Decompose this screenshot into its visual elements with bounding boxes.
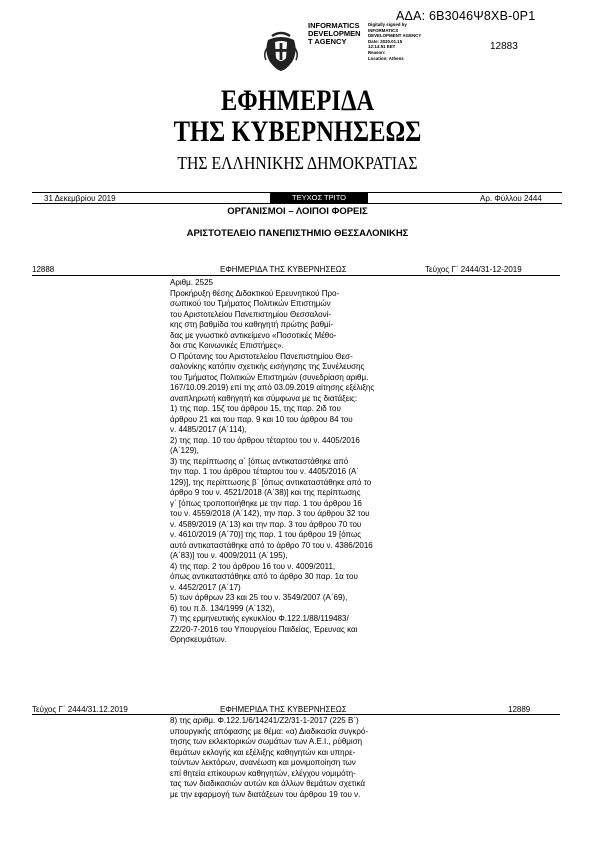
body-line: ν. 4589/2019 (Α΄13) και την παρ. 3 του άρθρου 70 του bbox=[170, 519, 362, 529]
body-line: 3) της περίπτωσης α΄ [όπως αντικαταστάθηκε από bbox=[170, 456, 349, 466]
body-line: τούντων λεκτόρων, ανανέωση και μονιμοποίηση των bbox=[170, 758, 356, 767]
body-line: Ζ2/20-7-2016 του Υπουργείου Παιδείας, Έρευνας και bbox=[170, 624, 358, 634]
signature-line: INFORMATICS bbox=[368, 27, 399, 33]
issue-bar-bottom-rule bbox=[32, 203, 562, 204]
body-line: 5) των άρθρων 23 και 25 του ν. 3549/2007 (Α΄69), bbox=[170, 593, 348, 602]
running-header-rule bbox=[32, 275, 560, 276]
issue-series: ΤΕΥΧΟΣ ΤΡΙΤΟ bbox=[270, 193, 368, 203]
body-line: σαλονίκης κατόπιν σχετικής εισήγησης της Συνέλευσης bbox=[170, 362, 365, 371]
body-line: 167/10.09.2019) επί της από 03.09.2019 αίτησης εξέλιξης bbox=[170, 383, 375, 392]
body-line: ν. 4485/2017 (Α΄114), bbox=[170, 425, 247, 434]
article-body bbox=[170, 278, 415, 646]
running-header-issue: Τεύχος Γ΄ 2444/31-12-2019 bbox=[425, 265, 522, 274]
body-line: (Α΄83)] του ν. 4009/2011 (Α΄195), bbox=[170, 551, 288, 560]
running-header-issue: Τεύχος Γ΄ 2444/31.12.2019 bbox=[32, 705, 128, 714]
issue-date: 31 Δεκεμβρίου 2019 bbox=[44, 194, 116, 203]
page-number-top: 12883 bbox=[490, 41, 518, 52]
body-line: 2) της παρ. 10 του άρθρου τέταρτου του ν. 4405/2016 bbox=[170, 435, 360, 445]
body-line: του Τμήματος Πολιτικών Επιστημών (συνεδρίαση αριθμ. bbox=[170, 372, 369, 382]
body-line: υπουργικής απόφασης με θέμα: «α) Διαδικασία συγκρό- bbox=[170, 726, 368, 736]
body-line: 6) του π.δ. 134/1999 (Α΄132), bbox=[170, 603, 275, 613]
body-line: Θρησκευμάτων. bbox=[170, 635, 227, 644]
article-title-line: δοι στις Κοινωνικές Επιστήμες». bbox=[170, 341, 284, 350]
running-header-title: ΕΦΗΜΕΡΙΔΑ ΤΗΣ ΚΥΒΕΡΝΗΣΕΩΣ bbox=[220, 265, 347, 274]
agency-stamp-line: INFORMATICS bbox=[308, 21, 360, 30]
body-line: αναπληρωτή καθηγητή και σύμφωνα με τις διατάξεις: bbox=[170, 393, 358, 403]
body-line: τας των διαδικασιών αυτών και άλλων θεμάτων σχετικά bbox=[170, 779, 366, 788]
running-header-title: ΕΦΗΜΕΡΙΔΑ ΤΗΣ ΚΥΒΕΡΝΗΣΕΩΣ bbox=[220, 705, 347, 714]
article-title-line: δας με γνωστικό αντικείμενο «Ποσοτικές Μέθο- bbox=[170, 330, 337, 340]
ada-code: ΑΔΑ: 6Β3046Ψ8ΧΒ-0Ρ1 bbox=[396, 9, 536, 23]
body-line: 129)], της περίπτωσης β΄ [όπως αντικαταστάθηκε από το bbox=[170, 477, 372, 487]
running-header-page: 12889 bbox=[508, 705, 531, 714]
running-header-rule bbox=[32, 714, 560, 715]
sheet-number: Αρ. Φύλλου 2444 bbox=[480, 194, 542, 203]
article-title-line: Προκήρυξη θέσης Διδακτικού Ερευνητικού Προ- bbox=[170, 288, 340, 298]
article-title-line: σωπικού του Τμήματος Πολιτικών Επιστημών bbox=[170, 299, 331, 308]
article-title-line: του Αριστοτελείου Πανεπιστημίου Θεσσαλονί- bbox=[170, 309, 332, 319]
agency-stamp-line: T AGENCY bbox=[308, 37, 347, 46]
body-line: του ν. 4559/2018 (Α΄142), την παρ. 3 του άρθρου 32 του bbox=[170, 509, 370, 518]
digital-signature-stamp bbox=[368, 22, 421, 61]
body-line: Ο Πρύτανης του Αριστοτελείου Πανεπιστημίου Θεσ- bbox=[170, 351, 353, 361]
gazette-title-line2: ΤΗΣ ΚΥΒΕΡΝΗΣΕΩΣ bbox=[173, 115, 422, 148]
body-line: ν. 4610/2019 (Α΄70)] της παρ. 1 του άρθρου 19 [όπως bbox=[170, 530, 362, 539]
body-line: τησης των εκλεκτορικών σωμάτων των Α.Ε.Ι., ρύθμιση bbox=[170, 737, 363, 746]
signature-line: DEVELOPMENT AGENCY bbox=[368, 33, 422, 39]
body-line: ν. 4452/2017 (Α΄17) bbox=[170, 582, 241, 592]
running-header-page: 12888 bbox=[32, 265, 55, 274]
greek-coat-of-arms-icon bbox=[262, 28, 300, 72]
body-line: θεμάτων εκλογής και εξέλιξης καθηγητών και υπηρε- bbox=[170, 747, 356, 757]
body-line: 1) της παρ. 15ζ του άρθρου 15, της παρ. 2ιδ του bbox=[170, 404, 341, 413]
body-line: γ΄ [όπως τροποποιήθηκε με την παρ. 1 του άρθρου 16 bbox=[170, 498, 362, 508]
article-title-line: κης στη βαθμίδα του καθηγητή πρώτης βαθμί- bbox=[170, 320, 334, 329]
signature-line: 12:14:51 EET bbox=[368, 44, 396, 50]
body-line: 4) της παρ. 2 του άρθρου 16 του ν. 4009/2011, bbox=[170, 561, 336, 571]
gazette-title-line1: ΕΦΗΜΕΡΙΔΑ bbox=[220, 84, 375, 117]
body-line: επί θητεία επίκουρων καθηγητών, ελέγχου νομιμότη- bbox=[170, 768, 356, 778]
body-line: άρθρου 21 και του παρ. 9 και 10 του άρθρου 84 του bbox=[170, 414, 353, 424]
body-line: με την εφαρμογή των διατάξεων του άρθρου 19 του ν. bbox=[170, 789, 361, 799]
body-line: όπως αντικαταστάθηκε από το άρθρο 30 παρ. 1α του bbox=[170, 572, 358, 581]
article-body-continued bbox=[170, 716, 415, 800]
signature-line: Digitally signed by bbox=[368, 22, 407, 27]
agency-stamp bbox=[308, 22, 361, 46]
agency-stamp-line: DEVELOPMEN bbox=[308, 29, 361, 38]
body-line: 8) της αριθμ. Φ.122.1/6/14241/Ζ2/31-1-2017 (225 Β΄) bbox=[170, 716, 359, 725]
signature-line: Reason: bbox=[368, 49, 386, 55]
institution-heading: ΑΡΙΣΤΟΤΕΛΕΙΟ ΠΑΝΕΠΙΣΤΗΜΙΟ ΘΕΣΣΑΛΟΝΙΚΗΣ bbox=[186, 228, 409, 239]
body-line: την παρ. 1 του άρθρου τέταρτου του ν. 4405/2016 (Α΄ bbox=[170, 467, 360, 476]
body-line: 7) της ερμηνευτικής εγκυκλίου Φ.122.1/88/119483/ bbox=[170, 614, 349, 623]
body-line: αυτό αντικαταστάθηκε από το άρθρο 70 του ν. 4386/2016 bbox=[170, 540, 373, 550]
body-line: (Α΄129), bbox=[170, 446, 199, 455]
signature-line: Location: Athens bbox=[368, 55, 404, 61]
decision-number: Αριθμ. 2525 bbox=[170, 278, 213, 287]
body-line: άρθρο 9 του ν. 4521/2018 (Α΄38)] και της περίπτωσης bbox=[170, 488, 361, 497]
signature-line: Date: 2020.01.15 bbox=[368, 38, 403, 44]
gazette-subtitle: ΤΗΣ ΕΛΛΗΝΙΚΗΣ ΔΗΜΟΚΡΑΤΙΑΣ bbox=[177, 153, 418, 173]
section-heading: ΟΡΓΑΝΙΣΜΟΙ – ΛΟΙΠΟΙ ΦΟΡΕΙΣ bbox=[227, 206, 368, 217]
